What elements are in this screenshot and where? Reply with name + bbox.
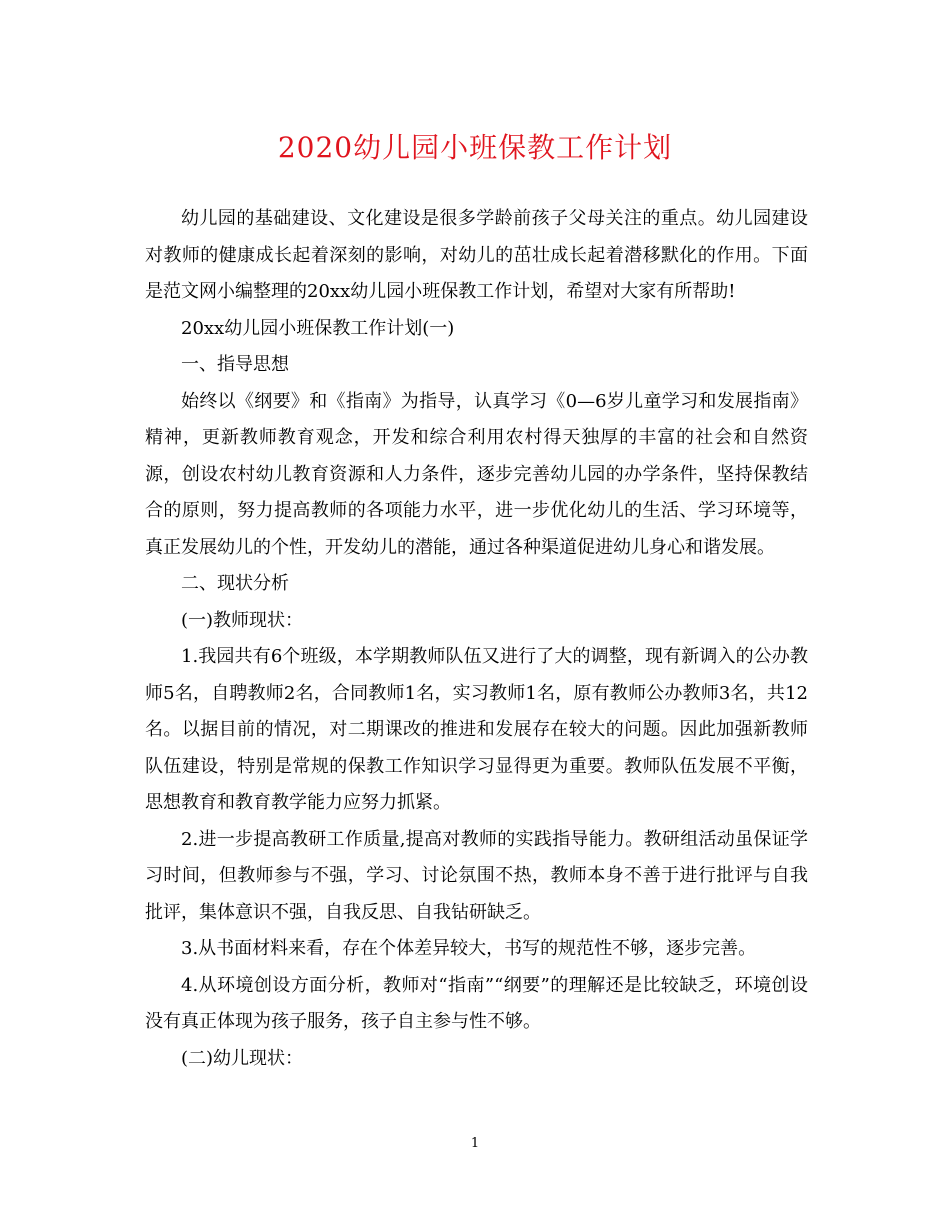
plan-heading: 20xx幼儿园小班保教工作计划(一) [181, 317, 455, 339]
guiding-ideology-paragraph: 始终以《纲要》和《指南》为指导，认真学习《0—6岁儿童学习和发展指南》精神，更新教师教育观念，开发和综合利用农村得天独厚的丰富的社会和自然资源，创设农村幼儿教育资源和人力条件，逐步完善幼儿园的办学条件，坚持保教结合的原则，努力提高教师的各项能力水平，进一步优化幼儿的生活、学习环境等，真正发展幼儿的个性，开发幼儿的潜能，通过各种渠道促进幼儿身心和谐发展。 [145, 390, 808, 558]
subheading-teacher-status: (一)教师现状： [181, 609, 304, 631]
page-number: 1 [470, 1136, 480, 1151]
document-body [145, 201, 808, 1077]
section-heading-status-analysis: 二、现状分析 [181, 573, 289, 594]
teacher-status-item-3: 3.从书面材料来看，存在个体差异较大，书写的规范性不够，逐步完善。 [181, 938, 757, 959]
subheading-child-status: (二)幼儿现状： [181, 1047, 304, 1069]
teacher-status-item-4: 4.从环境创设方面分析，教师对“指南”“纲要”的理解还是比较缺乏，环境创设没有真正体现为孩子服务，孩子自主参与性不够。 [145, 974, 808, 1032]
teacher-status-item-1: 1.我园共有6个班级，本学期教师队伍又进行了大的调整，现有新调入的公办教师5名，自聘教师2名，合同教师1名，实习教师1名，原有教师公办教师3名，共12名。以据目前的情况，对二期课改的推进和发展存在较大的问题。因此加强新教师队伍建设，特别是常规的保教工作知识学习显得更为重要。教师队伍发展不平衡，思想教育和教育教学能力应努力抓紧。 [145, 646, 808, 813]
teacher-status-item-2: 2.进一步提高教研工作质量,提高对教师的实践指导能力。教研组活动虽保证学习时间，但教师参与不强，学习、讨论氛围不热，教师本身不善于进行批评与自我批评，集体意识不强，自我反思、自我钻研缺乏。 [145, 828, 808, 923]
intro-paragraph: 幼儿园的基础建设、文化建设是很多学龄前孩子父母关注的重点。幼儿园建设对教师的健康成长起着深刻的影响，对幼儿的茁壮成长起着潜移默化的作用。下面是范文网小编整理的20xx幼儿园小班保教工作计划，希望对大家有所帮助! [145, 208, 808, 302]
document-title: 2020幼儿园小班保教工作计划 [277, 131, 673, 164]
section-heading-guiding-ideology: 一、指导思想 [181, 354, 289, 375]
